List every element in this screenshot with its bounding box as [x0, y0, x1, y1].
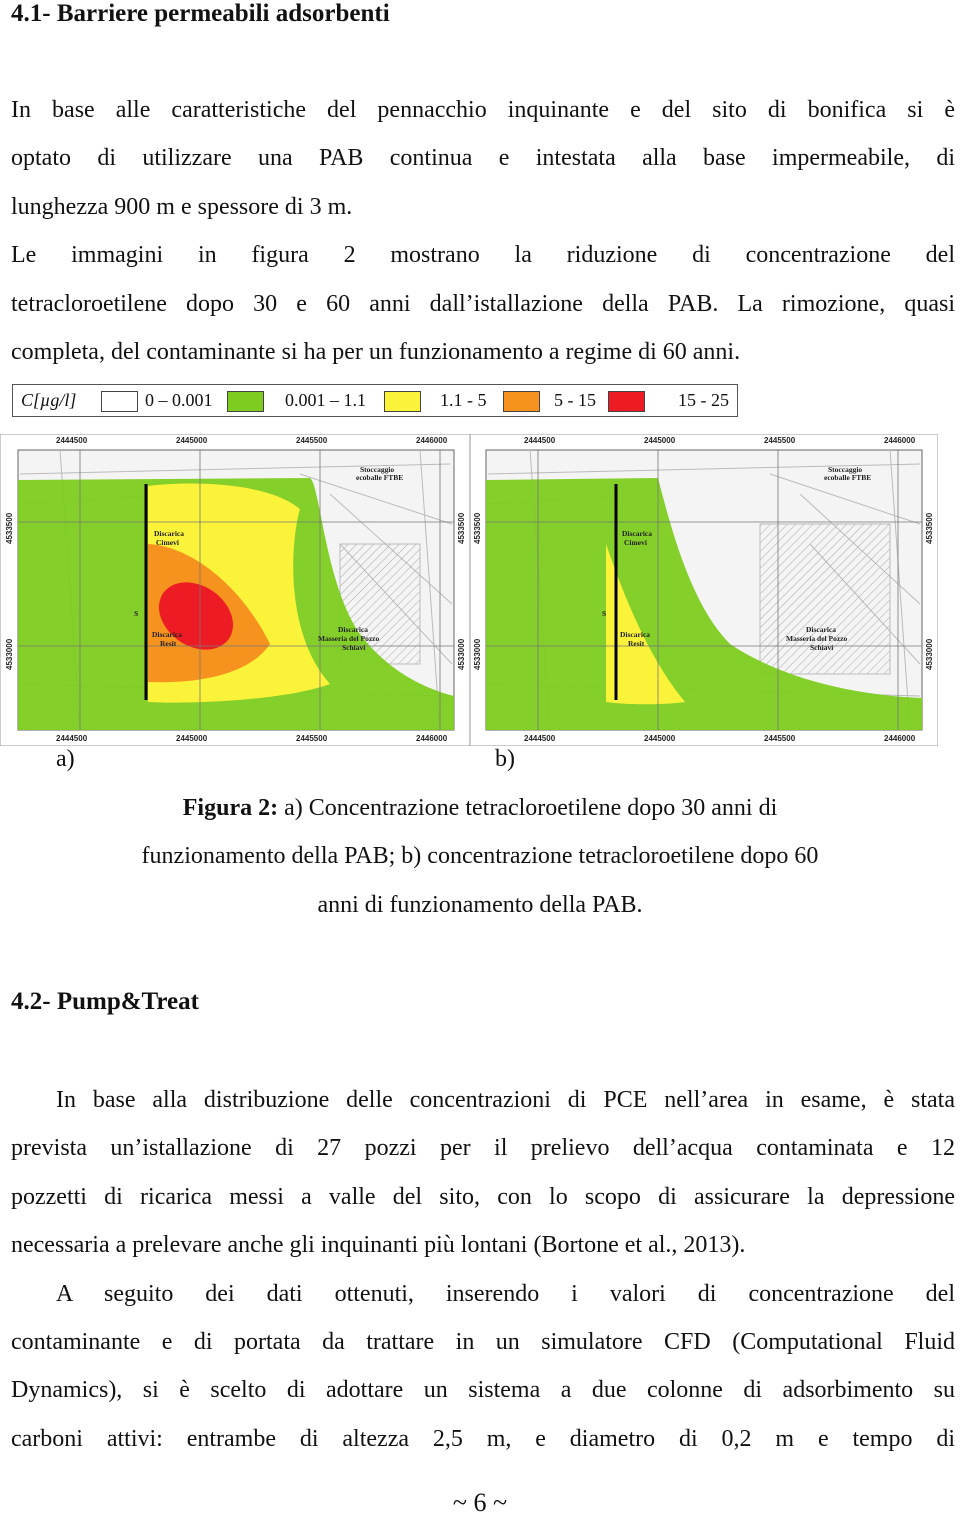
legend-label-3: 5 - 15 — [554, 390, 596, 410]
bottom-tick: 2446000 — [884, 734, 916, 743]
label-resit: Resit — [628, 639, 645, 648]
label-masseria: Masseria del Pozzo — [786, 634, 848, 643]
label-masseria: Schiavi — [810, 643, 834, 652]
label-stoccaggio: Stoccaggio — [360, 465, 395, 474]
top-tick: 2445000 — [644, 436, 676, 445]
label-cimevi: Discarica — [622, 529, 652, 538]
text-line: prevista un’istallazione di 27 pozzi per il prelievo dell’acqua contaminata e 12 — [11, 1135, 955, 1162]
top-tick: 2444500 — [56, 436, 88, 445]
section-heading-4-1: 4.1- Barriere permeabili adsorbenti — [11, 0, 390, 27]
label-resit: Discarica — [620, 630, 650, 639]
legend-label-1: 0.001 – 1.1 — [285, 390, 366, 410]
bottom-tick: 2445500 — [296, 734, 328, 743]
label-cimevi: Cimevi — [156, 538, 179, 547]
text-line: contaminante e di portata da trattare in un simulatore CFD (Computational Fluid — [11, 1329, 955, 1356]
map-a-30-years — [0, 434, 470, 746]
legend-title: C[µg/l] — [21, 390, 77, 410]
label-masseria: Discarica — [338, 625, 368, 634]
label-s: S — [134, 609, 139, 618]
text-line: completa, del contaminante si ha per un funzionamento a regime di 60 anni. — [11, 339, 741, 366]
label-stoccaggio: ecoballe FTBE — [824, 473, 872, 482]
text-line: pozzetti di ricarica messi a valle del sito, con lo scopo di assicurare la depressione — [11, 1183, 955, 1210]
right-tick: 4533500 — [925, 512, 934, 544]
left-tick: 4533000 — [473, 638, 482, 670]
legend-swatch-0 — [101, 391, 138, 412]
label-stoccaggio: Stoccaggio — [828, 465, 863, 474]
label-masseria: Masseria del Pozzo — [318, 634, 380, 643]
top-tick: 2445500 — [296, 436, 328, 445]
subfigure-label-a: a) — [56, 746, 75, 772]
label-resit: Discarica — [152, 630, 182, 639]
label-resit: Resit — [160, 639, 177, 648]
caption-prefix: Figura 2: — [182, 795, 279, 821]
text-line: optato di utilizzare una PAB continua e intestata alla base impermeabile, di — [11, 145, 955, 172]
figure-caption-line-2: funzionamento della PAB; b) concentrazione tetracloroetilene dopo 60 — [141, 843, 819, 869]
left-tick: 4533000 — [5, 638, 14, 670]
text-line: Le immagini in figura 2 mostrano la riduzione di concentrazione del — [11, 242, 955, 269]
bottom-tick: 2444500 — [524, 734, 556, 743]
text-line: necessaria a prelevare anche gli inquinanti più lontani (Bortone et al., 2013). — [11, 1232, 746, 1259]
paragraph-pump-treat — [11, 1076, 955, 1463]
legend-label-4: 15 - 25 — [678, 390, 729, 410]
text-line: Dynamics), si è scelto di adottare un sistema a due colonne di adsorbimento su — [11, 1377, 955, 1404]
paragraph-pab-intro — [11, 86, 955, 376]
top-tick: 2445500 — [764, 436, 796, 445]
concentration-legend — [12, 384, 738, 417]
top-tick: 2445000 — [176, 436, 208, 445]
bottom-tick: 2445000 — [644, 734, 676, 743]
label-masseria: Discarica — [806, 625, 836, 634]
legend-swatch-4 — [608, 391, 645, 412]
label-masseria: Schiavi — [342, 643, 366, 652]
page-number: ~ 6 ~ — [452, 1488, 508, 1517]
right-tick: 4533000 — [457, 638, 466, 670]
text-line: carboni attivi: entrambe di altezza 2,5 m, e diametro di 0,2 m e tempo di — [11, 1425, 955, 1452]
section-heading-4-2: 4.2- Pump&Treat — [11, 988, 199, 1015]
map-b-60-years — [470, 434, 938, 746]
bottom-tick: 2444500 — [56, 734, 88, 743]
bottom-tick: 2445500 — [764, 734, 796, 743]
figure-caption-line-3: anni di funzionamento della PAB. — [317, 892, 643, 918]
left-tick: 4533500 — [5, 512, 14, 544]
text-line: A seguito dei dati ottenuti, inserendo i valori di concentrazione del — [56, 1280, 955, 1307]
legend-label-0: 0 – 0.001 — [145, 390, 213, 410]
subfigure-label-b: b) — [495, 746, 515, 772]
label-cimevi: Cimevi — [624, 538, 647, 547]
legend-swatch-1 — [227, 391, 264, 412]
top-tick: 2446000 — [416, 436, 448, 445]
text-line: In base alle caratteristiche del pennacchio inquinante e del sito di bonifica si è — [11, 97, 955, 123]
label-s: S — [602, 609, 607, 618]
bottom-tick: 2445000 — [176, 734, 208, 743]
legend-swatch-3 — [503, 391, 540, 412]
text-line: tetracloroetilene dopo 30 e 60 anni dall’istallazione della PAB. La rimozione, quasi — [11, 290, 955, 317]
text-line: In base alla distribuzione delle concentrazioni di PCE nell’area in esame, è stata — [56, 1087, 955, 1113]
figure-caption-line-1 — [0, 795, 960, 822]
right-tick: 4533000 — [925, 638, 934, 670]
top-tick: 2446000 — [884, 436, 916, 445]
label-stoccaggio: ecoballe FTBE — [356, 473, 404, 482]
caption-text: a) Concentrazione tetracloroetilene dopo 30 anni di — [278, 795, 778, 821]
right-tick: 4533500 — [457, 512, 466, 544]
legend-label-2: 1.1 - 5 — [440, 390, 487, 410]
text-line: lunghezza 900 m e spessore di 3 m. — [11, 193, 353, 220]
label-cimevi: Discarica — [154, 529, 184, 538]
top-tick: 2444500 — [524, 436, 556, 445]
bottom-tick: 2446000 — [416, 734, 448, 743]
legend-swatch-2 — [384, 391, 421, 412]
left-tick: 4533500 — [473, 512, 482, 544]
